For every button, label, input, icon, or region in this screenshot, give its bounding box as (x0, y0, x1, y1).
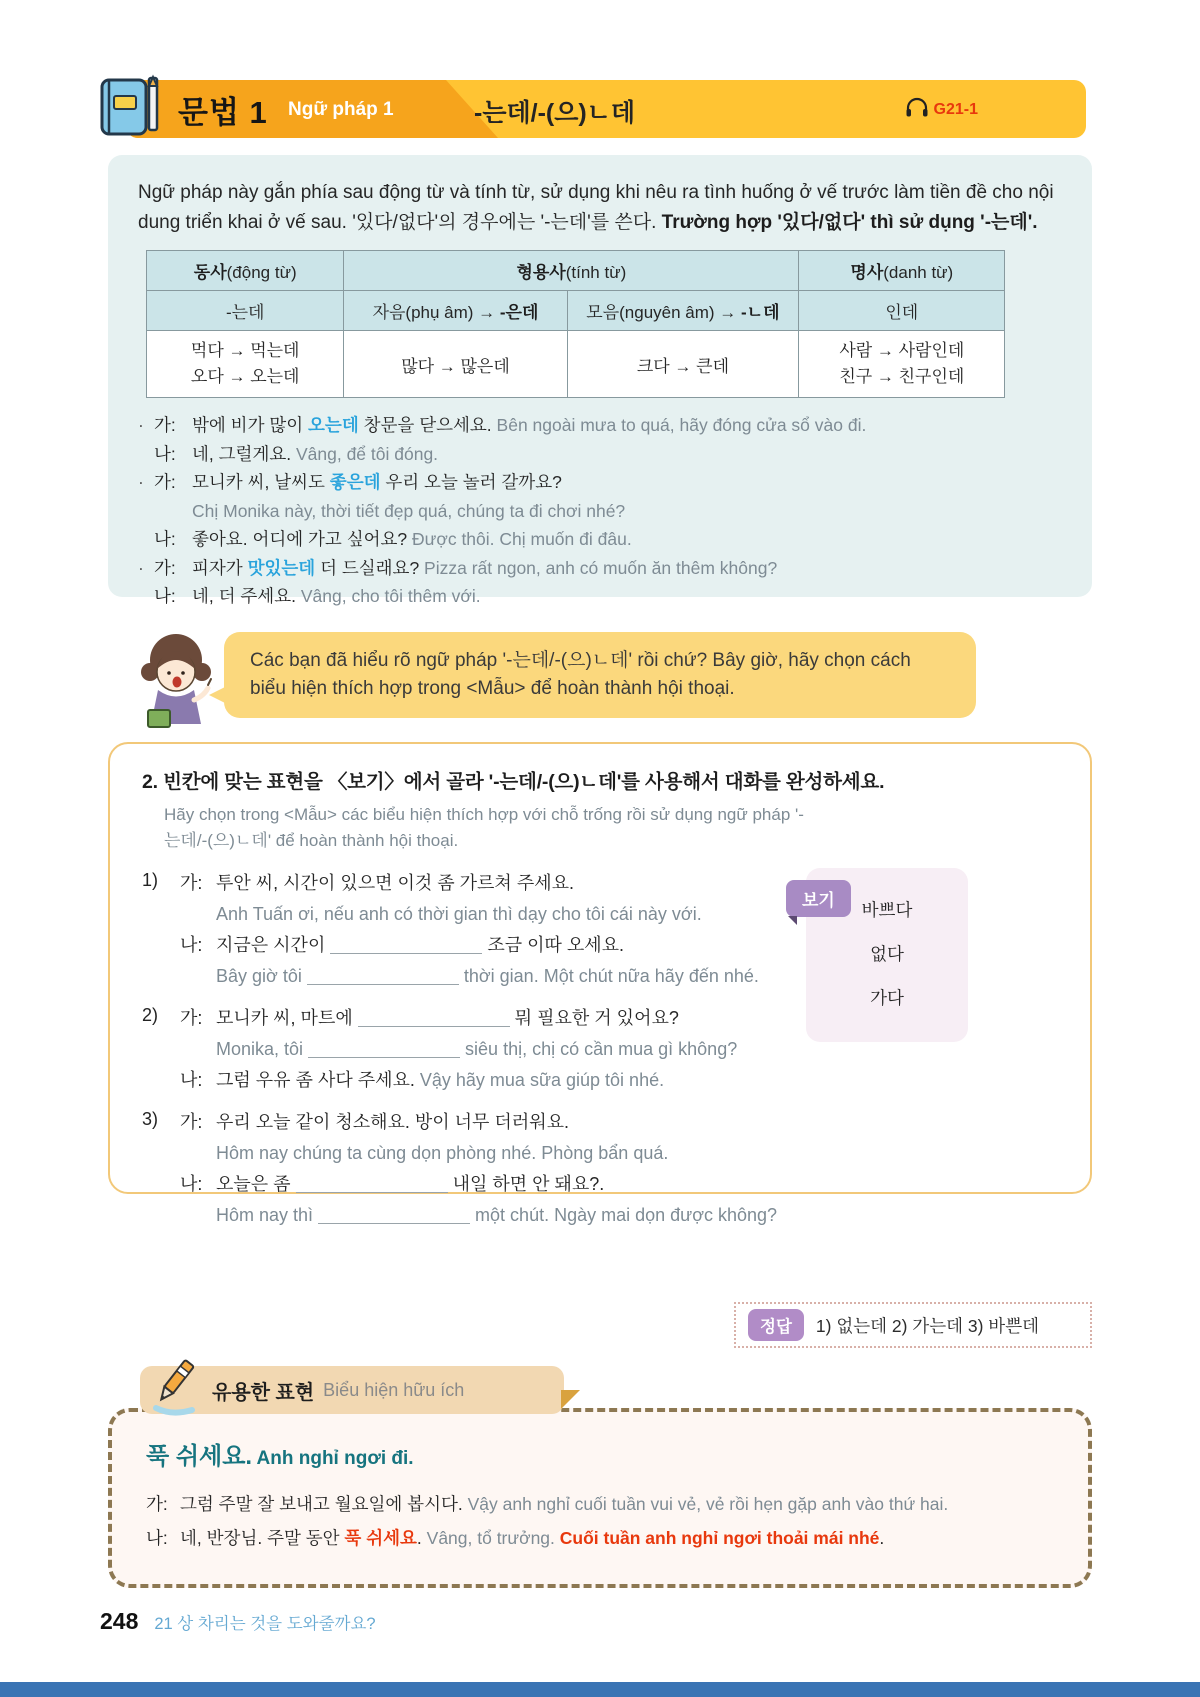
bogi-word: 없다 (870, 944, 904, 964)
text-segment: 그럼 우유 좀 사다 주세요. (216, 1070, 420, 1090)
text-segment: -ㄴ데 (741, 303, 780, 322)
text-segment: (tính từ) (565, 263, 627, 282)
text-segment: siêu thị, chị có cần mua gì không? (460, 1039, 738, 1059)
text-segment: Anh Tuấn ơi, nếu anh có thời gian thì dạy cho tôi cái này với. (216, 904, 702, 924)
table-cell-vowel-form (567, 291, 799, 331)
bogi-label: 보기 (786, 880, 851, 917)
table-example: 오다 → 오는데 (190, 367, 300, 386)
example-dialogues (138, 411, 1062, 611)
bottom-edge-bar (0, 1682, 1200, 1697)
dialogue-text (216, 1200, 1060, 1231)
bogi-word: 가다 (870, 988, 904, 1008)
dialogue-line (138, 582, 1062, 611)
dialogue-text (192, 411, 1062, 440)
useful-expressions-panel (108, 1408, 1092, 1588)
useful-phrase (146, 1436, 1056, 1471)
teacher-character (128, 628, 224, 737)
text-segment: một chút. Ngày mai dọn được không? (470, 1205, 778, 1225)
table-header-row (147, 251, 1005, 291)
text-segment: 인데 (885, 303, 919, 322)
headphones-icon (905, 96, 929, 123)
text-segment: 투안 씨, 시간이 있으면 이것 좀 가르쳐 주세요. (216, 873, 574, 893)
speaker-label: 나: (154, 443, 176, 464)
dialogue-line (138, 497, 1062, 526)
fill-in-blank (358, 1009, 510, 1027)
fill-in-blank (330, 936, 482, 954)
speaker-label: 나: (180, 1174, 203, 1194)
text-segment: '있다/없다'의 경우에는 '-는데'를 쓴다. (352, 212, 662, 233)
conjugation-table (146, 250, 1005, 398)
speaker-label: 가: (180, 1008, 203, 1028)
table-cell-noun-header (799, 251, 1005, 291)
text-segment: (động từ) (226, 263, 297, 282)
text-segment: 좋아요. 어디에 가고 싶어요? (192, 529, 412, 549)
useful-tab-title: 유용한 표현 (212, 1381, 315, 1404)
text-segment: 네, 그럴게요. (192, 443, 296, 464)
text-segment: . (879, 1528, 885, 1548)
dialogue-line (138, 525, 1062, 554)
dialogue-line (180, 1138, 1060, 1169)
table-example: 먹다 → 먹는데 (190, 341, 300, 360)
text-segment: Hôm nay chúng ta cùng dọn phòng nhé. Phòng bẩn quá. (216, 1143, 669, 1163)
teacher-speech-bubble (224, 632, 976, 718)
dialogue-line (138, 440, 1062, 469)
header-banner (126, 80, 1086, 138)
intro-panel (108, 155, 1092, 606)
dialogue-text (192, 440, 1062, 469)
book-pencil-icon (96, 72, 166, 147)
dialogue-line (146, 1487, 1056, 1521)
dialogue-text (216, 1107, 1060, 1138)
speaker-label: 나: (180, 1070, 203, 1090)
brush-pen-icon (148, 1356, 206, 1423)
speaker-label: 나: (154, 529, 176, 549)
text-segment: 모음(nguyên âm) → (586, 303, 742, 322)
text-segment: Được thôi. Chị muốn đi đâu. (412, 529, 632, 549)
text-segment: Vâng, cho tôi thêm với. (300, 586, 481, 606)
text-segment: 푹 쉬세요 (344, 1528, 417, 1548)
item-number: 2) (142, 1005, 159, 1025)
item-number: 1) (142, 870, 159, 890)
answer-label: 정답 (748, 1309, 804, 1341)
dialogue-line (180, 1169, 1060, 1200)
bogi-word: 바쁘다 (861, 900, 913, 920)
table-cell-vowel-example: 크다 → 큰데 (567, 331, 799, 398)
text-segment: Vậy anh nghỉ cuối tuần vui vẻ, vẻ rồi hẹn gặp anh vào thứ hai. (467, 1494, 949, 1514)
grammar-section-tag: 문법 1 (178, 95, 268, 130)
bullet: · (138, 415, 144, 435)
text-segment: Pizza rất ngon, anh có muốn ăn thêm không? (424, 557, 778, 578)
table-cell-adjective-header (344, 251, 799, 291)
speaker-label: 나: (180, 935, 203, 955)
chapter-title: 21 상 차리는 것을 도와줄까요? (154, 1615, 376, 1633)
exercise-title: 2. 빈칸에 맞는 표현을 〈보기〉에서 골라 '-는데/-(으)ㄴ데'를 사용해서 대화를 완성하세요. (142, 771, 885, 793)
dialogue-line (180, 1065, 1060, 1096)
table-cell-consonant-example: 많다 → 많은데 (344, 331, 567, 398)
speaker-label: 가: (180, 873, 203, 893)
item-dialogue (180, 1107, 1060, 1231)
text-segment: 밖에 비가 많이 (192, 415, 309, 435)
text-segment: 피자가 (192, 557, 248, 578)
text-segment: 동사 (193, 263, 227, 282)
useful-tab-subtitle: Biểu hiện hữu ích (323, 1379, 465, 1400)
dialogue-text (192, 468, 1062, 497)
bullet: · (138, 472, 144, 492)
text-segment: 오늘은 좀 (216, 1174, 296, 1194)
text-segment: 좋은데 (329, 472, 381, 492)
item-number: 3) (142, 1109, 159, 1129)
dialogue-text (192, 497, 1062, 526)
dialogue-text (192, 525, 1062, 554)
table-cell-noun-form (799, 291, 1005, 331)
text-segment: 우리 오늘 놀러 갈까요? (380, 472, 562, 492)
text-segment: Bên ngoài mưa to quá, hãy đóng cửa sổ vào đi. (496, 415, 867, 435)
exercise-item-3 (142, 1107, 1060, 1231)
dialogue-text (192, 554, 1062, 583)
text-segment: 뭐 필요한 거 있어요? (509, 1008, 679, 1028)
speaker-label: 가: (146, 1494, 168, 1514)
text-segment: Vâng, tổ trưởng. (426, 1528, 560, 1548)
text-segment: -은데 (499, 303, 539, 322)
audio-badge (905, 96, 978, 123)
dialogue-text (216, 1169, 1060, 1200)
text-segment: Hôm nay thì (216, 1205, 319, 1225)
text-segment: 그럼 주말 잘 보내고 월요일에 봅시다. (180, 1494, 468, 1514)
text-segment: -는데 (225, 303, 265, 322)
text-segment: 조금 이따 오세요. (482, 935, 625, 955)
dialogue-line (138, 411, 1062, 440)
speaker-label: 나: (154, 586, 176, 606)
bogi-box (802, 868, 968, 1042)
text-segment: Chị Monika này, thời tiết đẹp quá, chúng ta đi chơi nhé? (192, 500, 626, 521)
grammar-point-title: -는데/-(으)ㄴ데 (474, 99, 635, 127)
table-form-row (147, 291, 1005, 331)
text-segment: 창문을 닫으세요. (358, 415, 497, 435)
text-segment: 네, 반장님. 주말 동안 (180, 1528, 345, 1548)
text-segment: 모니카 씨, 마트에 (216, 1008, 358, 1028)
text-segment: Vâng, để tôi đóng. (295, 443, 439, 464)
text-segment: 명사 (850, 263, 884, 282)
text-segment: Trường hợp '있다/없다' thì sử dụng '-는데'. (661, 212, 1038, 233)
table-cell-noun-examples (799, 331, 1005, 398)
useful-phrase-vietnamese: Anh nghỉ ngơi đi. (256, 1448, 414, 1469)
text-segment: . (416, 1528, 427, 1548)
audio-track-label: G21-1 (933, 100, 978, 118)
bullet: · (138, 557, 144, 578)
text-segment: 맛있는데 (247, 557, 316, 578)
dialogue-text (180, 1487, 1056, 1521)
table-example-row (147, 331, 1005, 398)
intro-paragraph (138, 178, 1062, 238)
text-segment: 내일 하면 안 돼요?. (447, 1174, 605, 1194)
table-example: 친구 → 친구인데 (839, 367, 965, 386)
text-segment: 형용사 (516, 263, 566, 282)
bubble-text: Các bạn đã hiểu rõ ngữ pháp '-는데/-(으)ㄴ데' rồi chứ? Bây giờ, hãy chọn cách biểu hiện thích hợp trong <Mẫu> để hoàn thành hội thoại. (250, 650, 911, 699)
text-segment: Cuối tuần anh nghỉ ngơi thoải mái nhé (559, 1528, 880, 1548)
dialogue-line (146, 1521, 1056, 1555)
text-segment: 모니카 씨, 날씨도 (192, 472, 330, 492)
grammar-section-tag-vi: Ngữ pháp 1 (288, 99, 394, 120)
answer-box (734, 1302, 1092, 1348)
dialogue-line (138, 468, 1062, 497)
fill-in-blank (318, 1206, 470, 1224)
text-segment: Bây giờ tôi (216, 966, 307, 986)
text-segment: thời gian. Một chút nữa hãy đến nhé. (458, 966, 759, 986)
fill-in-blank (307, 967, 459, 985)
text-segment: Ngữ pháp này gắn phía sau động từ và tính từ, sử dụng khi nêu ra tình huống ở vế trước làm tiền đề cho nội dung triển khai ở vế sau. (138, 182, 1054, 233)
speaker-label: 가: (154, 472, 176, 492)
useful-phrase-korean: 푹 쉬세요. (146, 1443, 253, 1470)
text-segment: 더 드실래요? (315, 557, 425, 578)
speaker-label: 가: (180, 1112, 203, 1132)
dialogue-line (180, 1200, 1060, 1231)
dialogue-text (216, 1065, 1060, 1096)
dialogue-line (138, 554, 1062, 583)
text-segment: Vậy hãy mua sữa giúp tôi nhé. (419, 1070, 665, 1090)
dialogue-text (180, 1521, 1056, 1555)
speaker-label: 나: (146, 1528, 168, 1548)
page-number: 248 (100, 1608, 139, 1634)
dialogue-text (216, 1138, 1060, 1169)
text-segment: 우리 오늘 같이 청소해요. 방이 너무 더러워요. (216, 1112, 569, 1132)
table-cell-consonant-form (344, 291, 567, 331)
text-segment: 오는데 (308, 415, 359, 435)
table-cell-verb-examples (147, 331, 344, 398)
footer (100, 1608, 376, 1635)
text-segment: 지금은 시간이 (216, 935, 331, 955)
fill-in-blank (296, 1175, 448, 1193)
fill-in-blank (308, 1040, 460, 1058)
dialogue-line (180, 1107, 1060, 1138)
dialogue-text (192, 582, 1062, 611)
speaker-label: 가: (154, 557, 176, 578)
useful-dialogue (146, 1487, 1056, 1555)
text-segment: 네, 더 주세요. (192, 586, 301, 606)
table-cell-verb-header (147, 251, 344, 291)
text-segment: Monika, tôi (216, 1039, 309, 1059)
speaker-label: 가: (154, 415, 176, 435)
table-example: 사람 → 사람인데 (839, 341, 965, 360)
table-cell-verb-form (147, 291, 344, 331)
exercise-subtitle: Hãy chọn trong <Mẫu> các biểu hiện thích hợp với chỗ trống rồi sử dụng ngữ pháp '-는데/-(으)ㄴ데' để hoàn thành hội thoại. (164, 805, 804, 850)
text-segment: (danh từ) (883, 263, 954, 282)
answer-text: 1) 없는데 2) 가는데 3) 바쁜데 (815, 1315, 1040, 1336)
text-segment: 자음(phụ âm) → (372, 303, 500, 322)
